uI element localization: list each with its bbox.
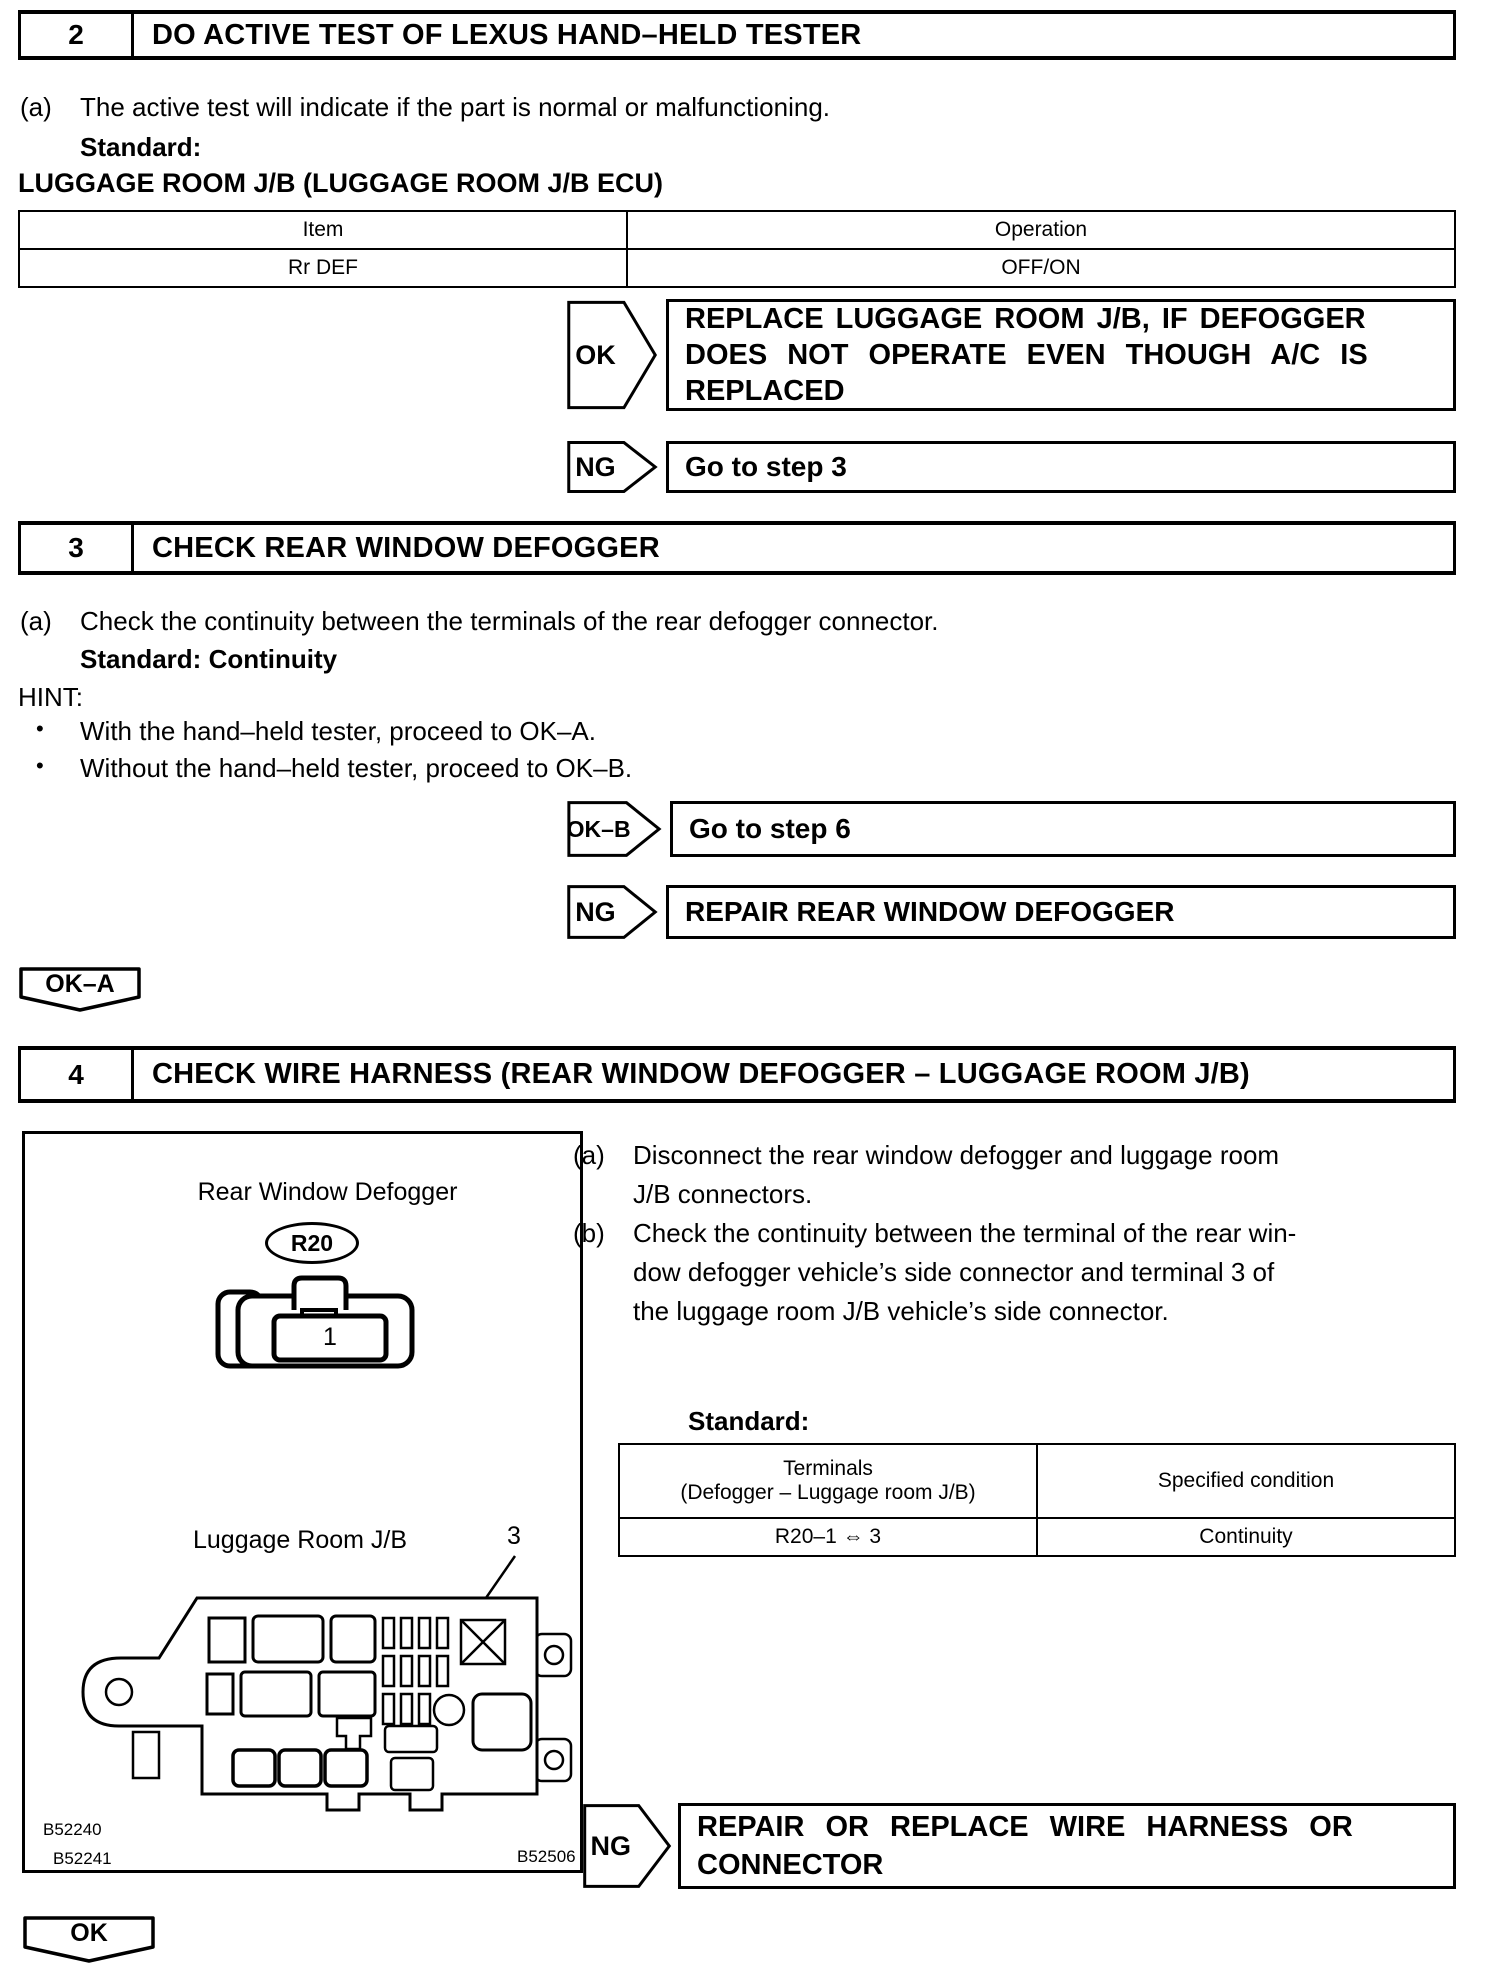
okb-arrow-label: OK–B	[566, 815, 631, 842]
terminals-header-line1: Terminals	[783, 1457, 873, 1480]
ok-badge-label: OK	[70, 1918, 108, 1947]
connector-terminal-label: 1	[323, 1322, 337, 1351]
step2-header	[18, 10, 1456, 60]
step2-ok-arrow	[566, 299, 658, 411]
ok-badge	[22, 1915, 156, 1965]
step4-item-b-line2: dow defogger vehicle’s side connector and terminal 3 of	[633, 1257, 1275, 1287]
figure-jb-terminal-callout: 3	[507, 1522, 521, 1550]
figure-code-1: B52240	[43, 1820, 102, 1839]
step3-header	[18, 521, 1456, 575]
terminals-table	[618, 1443, 1456, 1555]
connector-code-oval: R20	[265, 1222, 359, 1264]
step4-item-b-label: (b)	[573, 1218, 605, 1248]
step2-number: 2	[21, 14, 134, 56]
active-test-table	[18, 210, 1456, 286]
result-line: Go to step 6	[689, 813, 851, 844]
step2-table-title: LUGGAGE ROOM J/B (LUGGAGE ROOM J/B ECU)	[18, 168, 664, 198]
step4-item-a-line2: J/B connectors.	[633, 1179, 813, 1209]
ng-arrow-label: NG	[575, 451, 616, 482]
table-header-operation: Operation	[627, 211, 1455, 249]
oka-badge-label: OK–A	[45, 969, 115, 998]
figure-code-2: B52241	[53, 1849, 112, 1868]
result-line: REPAIR OR REPLACE WIRE HARNESS OR	[697, 1811, 1353, 1843]
step3-number: 3	[21, 525, 134, 571]
step3-hint-label: HINT:	[18, 682, 83, 712]
table-header-item: Item	[19, 211, 627, 249]
step3-okb-arrow	[566, 801, 662, 857]
bullet-icon: •	[36, 753, 44, 778]
figure-code-3: B52506	[517, 1847, 576, 1866]
step3-item-a-label: (a)	[20, 606, 52, 636]
oka-badge	[18, 966, 142, 1014]
step2-item-a-text: The active test will indicate if the part is normal or malfunctioning.	[80, 92, 831, 122]
ng-arrow-label: NG	[575, 896, 616, 927]
table-cell-item: Rr DEF	[19, 249, 627, 287]
ng-arrow-label: NG	[590, 1830, 632, 1861]
figure-jb-title: Luggage Room J/B	[193, 1526, 408, 1554]
step4-item-b-line1: Check the continuity between the terminal of the rear win-	[633, 1218, 1297, 1248]
table-cell-terminals: R20–1 ⇔ 3	[619, 1518, 1037, 1556]
luggage-room-jb-drawing	[37, 1554, 585, 1849]
step2-ng-result	[666, 441, 1456, 493]
result-line: DOES NOT OPERATE EVEN THOUGH A/C IS	[685, 339, 1368, 371]
step4-ng-result	[678, 1803, 1456, 1889]
step4-standard-label: Standard:	[688, 1406, 810, 1436]
step3-hint-bullet-1: With the hand–held tester, proceed to OK–A.	[80, 716, 596, 746]
step4-ng-arrow	[582, 1803, 672, 1889]
step4-item-a-label: (a)	[573, 1140, 605, 1170]
step4-title: CHECK WIRE HARNESS (REAR WINDOW DEFOGGER – LUGGAGE ROOM J/B)	[152, 1058, 1250, 1090]
step3-hint-bullet-2: Without the hand–held tester, proceed to OK–B.	[80, 753, 633, 783]
step4-header	[18, 1046, 1456, 1103]
step3-item-a-text: Check the continuity between the terminals of the rear defogger connector.	[80, 606, 939, 636]
bullet-icon: •	[36, 716, 44, 741]
step4-figure	[22, 1131, 583, 1873]
step3-title: CHECK REAR WINDOW DEFOGGER	[152, 531, 660, 564]
result-line: Go to step 3	[685, 451, 847, 482]
result-line: REPAIR REAR WINDOW DEFOGGER	[685, 896, 1175, 927]
result-line: REPLACE LUGGAGE ROOM J/B, IF DEFOGGER	[685, 303, 1366, 335]
step2-ng-arrow	[566, 441, 658, 493]
step4-item-a-line1: Disconnect the rear window defogger and luggage room	[633, 1140, 1280, 1170]
step2-item-a-label: (a)	[20, 92, 52, 122]
step4-item-b-line3: the luggage room J/B vehicle’s side connector.	[633, 1296, 1169, 1326]
figure-connector-title: Rear Window Defogger	[197, 1178, 458, 1206]
terminals-header-line2: (Defogger – Luggage room J/B)	[680, 1481, 976, 1504]
step2-ok-result	[666, 299, 1456, 411]
step3-okb-result	[670, 801, 1456, 857]
table-header-terminals	[619, 1444, 1037, 1518]
step2-standard-label: Standard:	[80, 132, 202, 162]
step4-number: 4	[21, 1050, 134, 1099]
step3-standard-text: Standard: Continuity	[80, 644, 338, 674]
table-cell-specified-condition: Continuity	[1037, 1518, 1455, 1556]
result-line: REPLACED	[685, 375, 845, 407]
step3-ng-arrow	[566, 885, 658, 939]
result-line: CONNECTOR	[697, 1849, 884, 1881]
ok-arrow-label: OK	[575, 339, 616, 370]
table-header-specified-condition: Specified condition	[1037, 1444, 1455, 1518]
step2-title: DO ACTIVE TEST OF LEXUS HAND–HELD TESTER	[152, 18, 862, 51]
step3-ng-result	[666, 885, 1456, 939]
table-cell-operation: OFF/ON	[627, 249, 1455, 287]
